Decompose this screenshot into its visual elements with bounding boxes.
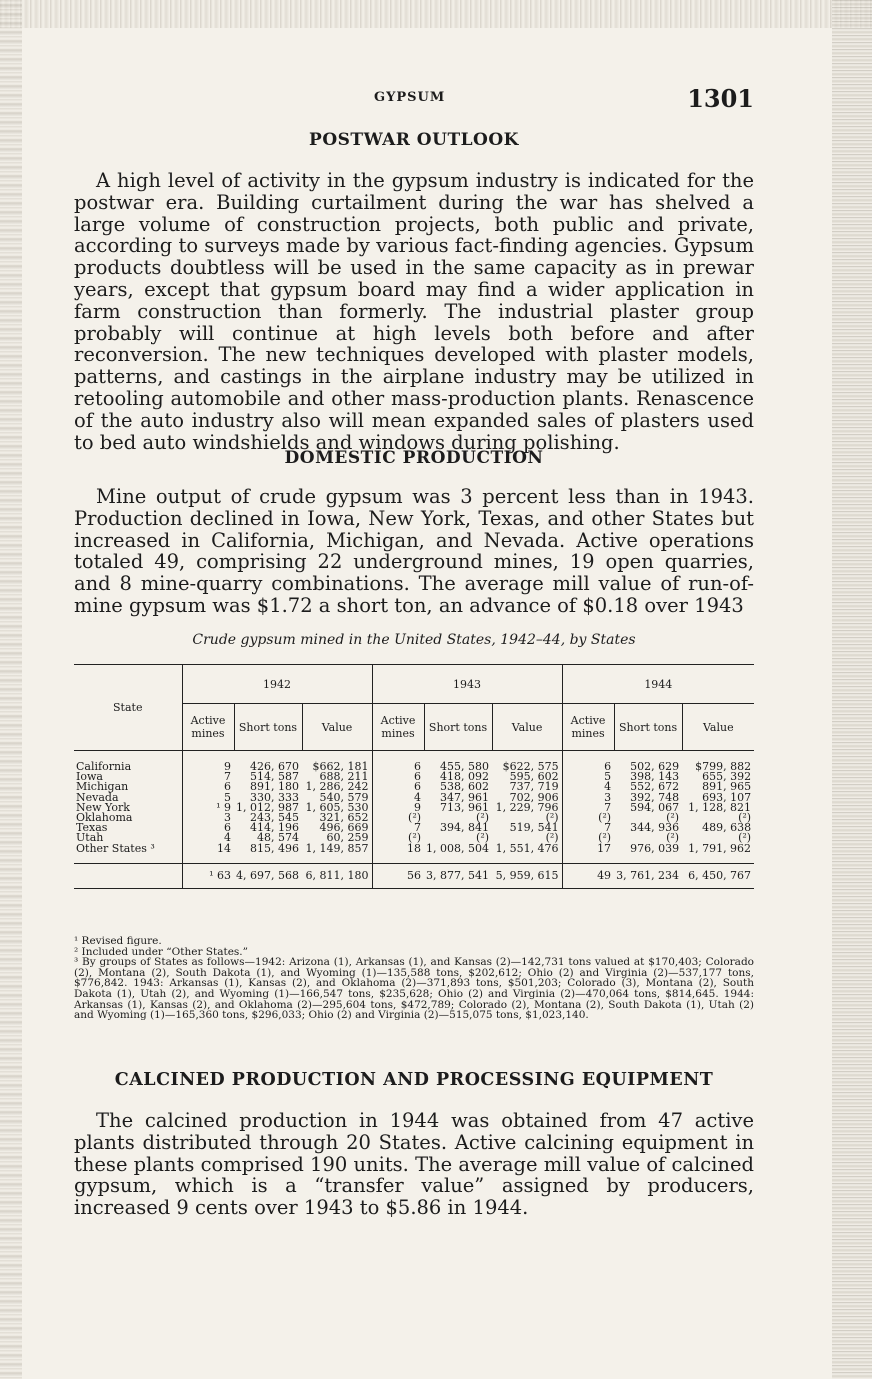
table-cell: 496, 669 [319, 821, 369, 835]
table-caption: Crude gypsum mined in the United States, 1942–44, by States [192, 632, 636, 648]
domestic-text: Mine output of crude gypsum was 3 percent less than in 1943. Production declined in Iowa, New York, Texas, and other States but increased in California, Michigan, and Nevada. Active operations totaled 49, comprising 22 underground mines, 19 open quarries, and 8 mine-quarry combinations. The average mill value of run-of-mine gypsum was $1.72 a short ton, an advance of $0.18 over 1943 [74, 485, 754, 617]
table-cell: 18 [372, 844, 424, 864]
table-cell: 6 [372, 782, 424, 792]
table-cell: 6 [182, 782, 234, 792]
table-cell: 6 [372, 772, 424, 782]
table-cell: 688, 211 [319, 770, 369, 784]
table-cell: 14 [182, 844, 234, 864]
calcined-text: The calcined production in 1944 was obtained from 47 active plants distributed through 20 States. Active calcining equipment in these plants comprised 190 units. The average mill value of calcined gypsum, which is a “transfer value” assigned by producers, increased 9 cents over 1943 to $5.86 in 1944. [74, 1109, 754, 1220]
footnotes [74, 936, 754, 1021]
table-cell: (²) [738, 811, 752, 825]
state-cell: Other States ³ [76, 841, 155, 855]
postwar-heading: POSTWAR OUTLOOK [309, 130, 519, 150]
table-cell: 502, 629 [630, 760, 680, 773]
year-header-1944: 1944 [562, 665, 754, 704]
state-cell: Iowa [76, 770, 103, 784]
table-cell: 426, 670 [250, 760, 299, 773]
table-cell: 394, 841 [440, 821, 490, 835]
table-cell: 1, 286, 242 [305, 780, 369, 794]
state-cell: Texas [76, 821, 108, 835]
table-cell: 243, 545 [250, 811, 299, 825]
table-cell: 1, 008, 504 [426, 841, 490, 855]
table-cell: 1, 012, 987 [236, 800, 299, 814]
table-cell: (²) [545, 811, 559, 825]
table-cell: 6 [562, 751, 614, 773]
running-title: GYPSUM [374, 90, 446, 105]
scan-edge-right [832, 0, 872, 1379]
col-header-value: Value [302, 704, 372, 751]
table-cell: 1, 149, 857 [305, 841, 369, 855]
table-cell: 891, 965 [702, 780, 752, 794]
table-cell: 321, 652 [319, 811, 369, 825]
table-cell: 4 [182, 833, 234, 843]
total-cell: 4, 697, 568 [234, 863, 302, 888]
table-cell: 538, 602 [440, 780, 490, 794]
domestic-paragraph [74, 486, 754, 617]
col-header-value: Value [492, 704, 562, 751]
table-cell: 344, 936 [630, 821, 680, 835]
table-cell: (²) [562, 833, 614, 843]
table-row [74, 844, 754, 864]
table-cell: (²) [476, 831, 490, 845]
state-cell: Michigan [76, 780, 129, 794]
table-cell: 1, 551, 476 [495, 841, 559, 855]
table-cell: (²) [666, 831, 680, 845]
footnote-2: ² Included under “Other States.” [74, 945, 248, 958]
total-cell: 6, 811, 180 [302, 863, 372, 888]
table-cell: 4 [372, 793, 424, 803]
table-cell: 713, 961 [440, 800, 490, 814]
total-cell: 3, 877, 541 [424, 863, 492, 888]
table-cell: 398, 143 [630, 770, 680, 784]
state-cell: California [76, 760, 132, 773]
postwar-text: A high level of activity in the gypsum industry is indicated for the postwar era. Building curtailment during the war has shelved a large volume of construction projects, both public and private, according to surveys made by various fact-finding agencies. Gypsum products doubtless will be used in the same capacity as in prewar years, except that gypsum board may find a wider application in farm construction than formerly. The industrial plaster group probably will continue at high levels both before and after reconversion. The new techniques developed with plaster models, patterns, and castings in the airplane industry may be utilized in retooling automobile and other mass-production plants. Renascence of the auto industry also will mean expanded sales of plasters used to bed auto windshields and windows during polishing. [74, 169, 754, 454]
table-cell: 1, 229, 796 [495, 800, 559, 814]
table-cell: 455, 580 [440, 760, 490, 773]
total-cell: 56 [372, 863, 424, 888]
table-row [74, 751, 754, 773]
table-cell: 514, 587 [250, 770, 299, 784]
table-cell: 392, 748 [630, 790, 680, 804]
col-header-mines: Active mines [182, 704, 234, 751]
table-cell: 7 [562, 803, 614, 813]
table-cell: 815, 496 [250, 841, 299, 855]
table-cell: 1, 605, 530 [305, 800, 369, 814]
table-cell: 6 [372, 751, 424, 773]
table-cell: 7 [182, 772, 234, 782]
table-cell: 17 [562, 844, 614, 864]
table-cell: 976, 039 [630, 841, 680, 855]
table-cell: (²) [738, 831, 752, 845]
table-cell: 3 [182, 813, 234, 823]
table-cell: 7 [562, 823, 614, 833]
col-header-tons: Short tons [614, 704, 682, 751]
table-cell: 414, 196 [250, 821, 299, 835]
table-cell: (²) [372, 813, 424, 823]
scan-edge-top [0, 0, 872, 28]
state-cell: Oklahoma [76, 811, 133, 825]
col-header-value: Value [682, 704, 754, 751]
table-cell: 5 [562, 772, 614, 782]
year-header-1943: 1943 [372, 665, 562, 704]
table-cell: $662, 181 [312, 760, 369, 773]
footnote-1: ¹ Revised figure. [74, 935, 162, 947]
table-cell: 1, 791, 962 [688, 841, 752, 855]
table-body [74, 751, 754, 864]
table-cell: (²) [666, 811, 680, 825]
table-cell: 693, 107 [702, 790, 752, 804]
table-cell: (²) [372, 833, 424, 843]
table-cell: 655, 392 [702, 770, 752, 784]
page-header [74, 84, 754, 114]
table-cell: 60, 259 [326, 831, 369, 845]
scan-edge-left [0, 0, 22, 1379]
gypsum-table [74, 664, 754, 889]
table-cell: 3 [562, 793, 614, 803]
state-cell: Utah [76, 831, 104, 845]
table-cell: ¹ 9 [182, 803, 234, 813]
table-cell: 737, 719 [509, 780, 559, 794]
table-cell: 418, 092 [440, 770, 490, 784]
col-header-mines: Active mines [372, 704, 424, 751]
table-cell: 6 [182, 823, 234, 833]
table-cell: $622, 575 [502, 760, 559, 773]
total-cell: 3, 761, 234 [614, 863, 682, 888]
year-header-1942: 1942 [182, 665, 372, 704]
table-cell: 330, 333 [250, 790, 299, 804]
total-cell: 5, 959, 615 [492, 863, 562, 888]
domestic-heading: DOMESTIC PRODUCTION [284, 448, 544, 468]
table-cell: 9 [372, 803, 424, 813]
table-cell: 7 [372, 823, 424, 833]
calcined-paragraph [74, 1110, 754, 1219]
table-cell: (²) [562, 813, 614, 823]
table-cell: 5 [182, 793, 234, 803]
total-cell: 6, 450, 767 [682, 863, 754, 888]
table-cell: 594, 067 [630, 800, 680, 814]
table-cell: (²) [476, 811, 490, 825]
state-cell: New York [76, 800, 130, 814]
table-cell: 489, 638 [702, 821, 752, 835]
col-header-tons: Short tons [234, 704, 302, 751]
table-cell: 519, 541 [509, 821, 559, 835]
table-cell: 9 [182, 751, 234, 773]
state-cell: Nevada [76, 790, 119, 804]
table-cell: 4 [562, 782, 614, 792]
page-number: 1301 [687, 84, 754, 113]
state-header: State [74, 665, 182, 751]
total-cell: ¹ 63 [182, 863, 234, 888]
table-cell: 552, 672 [630, 780, 680, 794]
postwar-paragraph [74, 170, 754, 453]
col-header-mines: Active mines [562, 704, 614, 751]
table-cell: 702, 906 [509, 790, 559, 804]
table-cell: 48, 574 [257, 831, 299, 845]
total-cell: 49 [562, 863, 614, 888]
table-cell: $799, 882 [695, 760, 752, 773]
table-cell: 1, 128, 821 [688, 800, 752, 814]
table-cell: 891, 180 [250, 780, 299, 794]
table-cell: 595, 602 [509, 770, 559, 784]
table-cell: (²) [545, 831, 559, 845]
table-cell: 540, 579 [319, 790, 369, 804]
total-row [74, 863, 754, 888]
col-header-tons: Short tons [424, 704, 492, 751]
calcined-heading: CALCINED PRODUCTION AND PROCESSING EQUIPMENT [114, 1070, 714, 1090]
total-label-cell [74, 863, 182, 888]
footnote-3: ³ By groups of States as follows—1942: Arizona (1), Arkansas (1), and Kansas (2)—142,731 tons valued at $170,403; Colorado (2), Montana (2), South Dakota (1), and Wyoming (1)—135,588 tons, $202,612; Ohio (2) and Virginia (2)—537,177 tons, $776,842. 1943: Arkansas (1), Kansas (2), and Oklahoma (2)—371,893 tons, $501,203; Colorado (3), Montana (2), South Dakota (1), Utah (2), and Wyoming (1)—166,547 tons, $235,628; Ohio (2) and Virginia (2)—470,064 tons, $814,645. 1944: Arkansas (1), Kansas (2), and Oklahoma (2)—295,604 tons, $472,789; Colorado (2), Montana (2), South Dakota (1), Utah (2) and Wyoming (1)—165,360 tons, $296,033; Ohio (2) and Virginia (2)—515,075 tons, $1,023,140. [74, 956, 754, 1022]
table-cell: 347, 961 [440, 790, 490, 804]
